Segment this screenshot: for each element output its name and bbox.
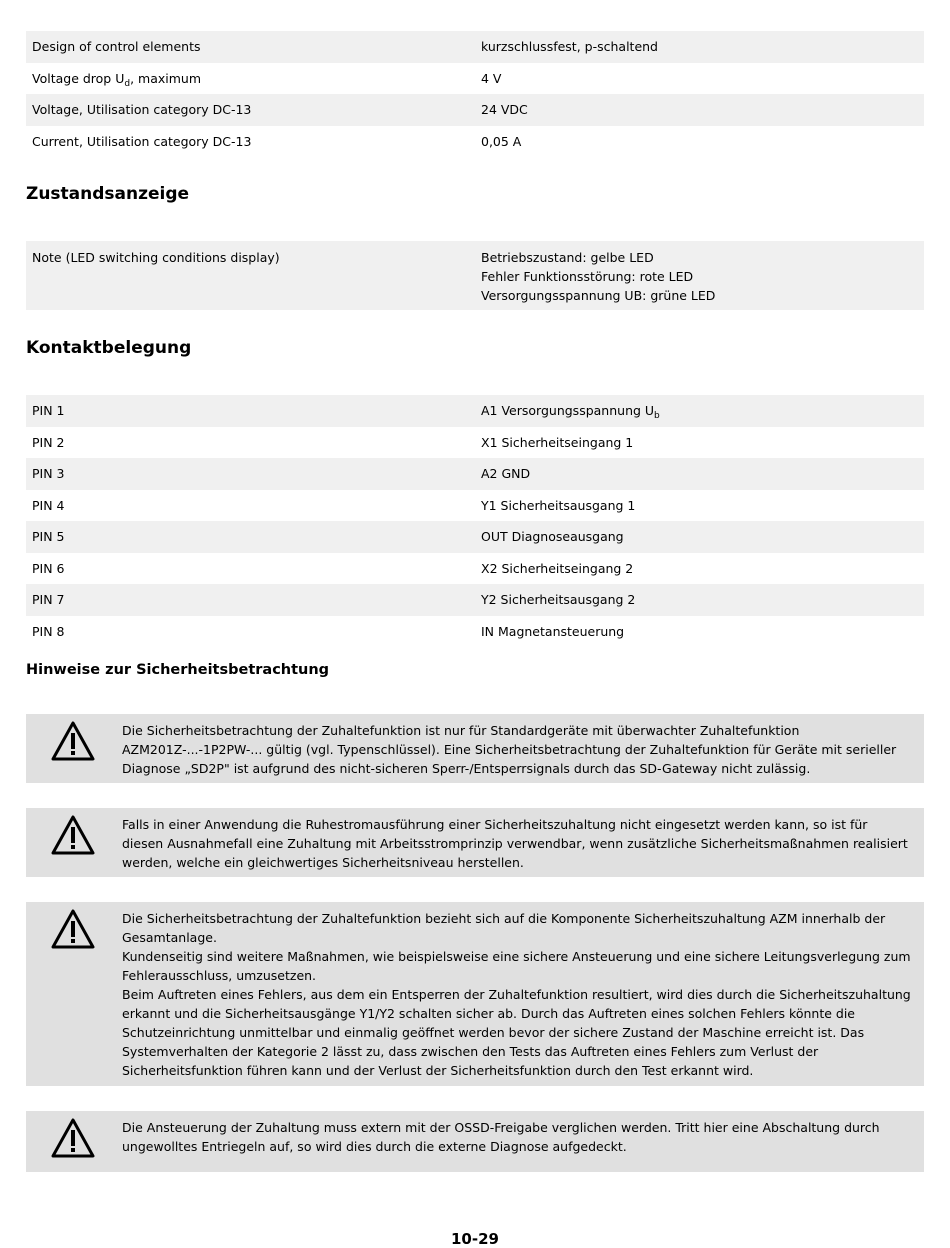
row-label: Voltage, Utilisation category DC-13 bbox=[32, 102, 252, 118]
label-subscript: d bbox=[124, 78, 131, 89]
table-row bbox=[26, 126, 924, 158]
warning-text: Falls in einer Anwendung die Ruhestromausführung einer Sicherheitszuhaltung nicht eingesetzt werden kann, so ist für diesen Ausnahmefall eine Zuhaltung mit Arbeitsstromprinzip verwendbar, wenn zusätzliche Sicherheitsmaßnahmen realisiert werden, welche ein gleichwertiges Sicherheitsniveau herstellen. bbox=[122, 817, 908, 870]
warning-box bbox=[26, 808, 924, 877]
table-row bbox=[26, 395, 924, 427]
pin-value: Y2 Sicherheitsausgang 2 bbox=[481, 592, 636, 608]
pin-value bbox=[475, 403, 924, 422]
warning-triangle-icon bbox=[50, 1117, 96, 1159]
warning-text: Kundenseitig sind weitere Maßnahmen, wie beispielsweise eine sichere Ansteuerung und eine sichere Leitungsverlegung zum Fehlerausschluss, umzusetzen. bbox=[122, 949, 911, 983]
row-value: 4 V bbox=[481, 70, 502, 86]
warning-text: Die Sicherheitsbetrachtung der Zuhaltefunktion bezieht sich auf die Komponente Sicherheitszuhaltung AZM innerhalb der Gesamtanlage. bbox=[122, 911, 886, 945]
pin-label: PIN 2 bbox=[32, 434, 65, 450]
table-row bbox=[26, 616, 924, 648]
pin-label: PIN 3 bbox=[32, 466, 65, 482]
warning-text: Die Ansteuerung der Zuhaltung muss extern mit der OSSD-Freigabe verglichen werden. Tritt hier eine Abschaltung durch ungewolltes Entriegeln auf, so wird dies durch die externe Diagnose aufgedeckt. bbox=[122, 1120, 880, 1154]
pin-label: PIN 6 bbox=[32, 560, 65, 576]
row-label: Current, Utilisation category DC-13 bbox=[32, 133, 252, 149]
pin-value: A2 GND bbox=[481, 466, 531, 482]
pin-value: OUT Diagnoseausgang bbox=[481, 529, 624, 545]
row-value bbox=[475, 248, 924, 305]
table-row bbox=[26, 427, 924, 459]
pin-label: PIN 1 bbox=[32, 403, 65, 419]
page-number: 10-29 bbox=[451, 1230, 499, 1248]
table-row bbox=[26, 458, 924, 490]
table-row bbox=[26, 63, 924, 95]
pin-value: Y1 Sicherheitsausgang 1 bbox=[481, 497, 636, 513]
row-label bbox=[26, 70, 475, 89]
label-text: Voltage drop U bbox=[32, 70, 125, 86]
section-heading-hinweise: Hinweise zur Sicherheitsbetrachtung bbox=[26, 662, 330, 678]
pin-label: PIN 7 bbox=[32, 592, 65, 608]
warning-text: Beim Auftreten eines Fehlers, aus dem ein Entsperren der Zuhaltefunktion resultiert, wird dies durch die Sicherheitszuhaltung erkannt und die Sicherheitsausgänge Y1/Y2 schalten sicher ab. Durch das Auftreten eines solchen Fehlers könnte die Schutzeinrichtung unmittelbar und einmalig geöffnet werden bevor der sichere Zustand der Maschine erreicht ist. Das Systemverhalten der Kategorie 2 lässt zu, dass zwischen den Tests das Auftreten eines Fehlers zum Verlust der Sicherheitsfunktion führen kann und der Verlust der Sicherheitsfunktion durch den Test erkannt wird. bbox=[122, 987, 911, 1078]
pin-value-text: A1 Versorgungsspannung U bbox=[481, 403, 655, 419]
pin-label: PIN 4 bbox=[32, 497, 65, 513]
warning-box bbox=[26, 1111, 924, 1172]
warning-box bbox=[26, 714, 924, 783]
warning-triangle-icon bbox=[50, 720, 96, 762]
label-text-end: , maximum bbox=[130, 70, 202, 86]
table-row bbox=[26, 584, 924, 616]
section-heading-zustandsanzeige: Zustandsanzeige bbox=[26, 184, 190, 204]
pin-value: X1 Sicherheitseingang 1 bbox=[481, 434, 634, 450]
pin-value-subscript: b bbox=[654, 411, 660, 422]
table-row bbox=[26, 31, 924, 63]
section-heading-kontaktbelegung: Kontaktbelegung bbox=[26, 338, 192, 358]
table-row bbox=[26, 490, 924, 522]
row-label: Design of control elements bbox=[32, 39, 201, 55]
spec-table-outputs bbox=[26, 31, 924, 157]
warning-triangle-icon bbox=[50, 908, 96, 950]
warning-text: Die Sicherheitsbetrachtung der Zuhaltefunktion ist nur für Standardgeräte mit überwachter Zuhaltefunktion AZM201Z-...-1P2PW-... gültig (vgl. Typenschlüssel). Eine Sicherheitsbetrachtung der Zuhaltefunktion für Geräte mit serieller Diagnose „SD2P" ist aufgrund des nicht-sicheren Sperr-/Entsperrsignals durch das SD-Gateway nicht zulässig. bbox=[122, 723, 897, 776]
spec-table-status bbox=[26, 241, 924, 310]
warning-box bbox=[26, 902, 924, 1086]
row-value: 24 VDC bbox=[481, 102, 528, 118]
led-line-yellow: Betriebszustand: gelbe LED bbox=[481, 250, 654, 265]
row-value: kurzschlussfest, p-schaltend bbox=[481, 39, 658, 55]
table-row bbox=[26, 241, 924, 310]
row-label: Note (LED switching conditions display) bbox=[32, 250, 280, 265]
pin-label: PIN 8 bbox=[32, 623, 65, 639]
row-value: 0,05 A bbox=[481, 133, 522, 149]
pin-value: X2 Sicherheitseingang 2 bbox=[481, 560, 634, 576]
pin-table bbox=[26, 395, 924, 647]
pin-label: PIN 5 bbox=[32, 529, 65, 545]
pin-value: IN Magnetansteuerung bbox=[481, 623, 625, 639]
warning-triangle-icon bbox=[50, 814, 96, 856]
led-line-green: Versorgungsspannung UB: grüne LED bbox=[481, 288, 716, 303]
led-line-red: Fehler Funktionsstörung: rote LED bbox=[481, 269, 694, 284]
table-row bbox=[26, 94, 924, 126]
table-row bbox=[26, 553, 924, 585]
table-row bbox=[26, 521, 924, 553]
